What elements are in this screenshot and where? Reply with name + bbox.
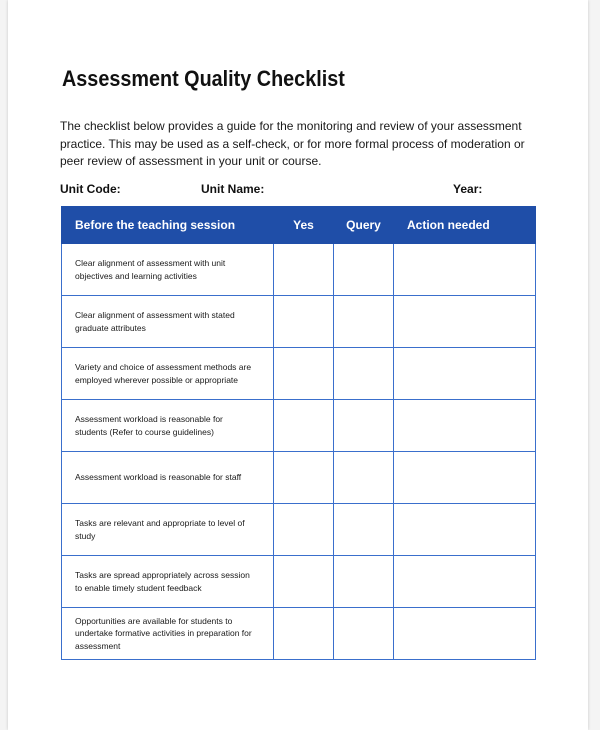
intro-paragraph: The checklist below provides a guide for the monitoring and review of your assessment practice. This may be used as a self-check, or for more formal process of moderation or peer review of assessment in your unit or course. bbox=[60, 119, 525, 168]
yes-cell[interactable] bbox=[274, 244, 334, 296]
checklist-item: Assessment workload is reasonable for staff bbox=[62, 452, 274, 504]
checklist-item: Variety and choice of assessment methods are employed wherever possible or appropriate bbox=[62, 348, 274, 400]
year-label: Year: bbox=[453, 182, 483, 196]
action-cell[interactable] bbox=[394, 608, 536, 660]
action-cell[interactable] bbox=[394, 400, 536, 452]
table-header-row bbox=[62, 207, 536, 244]
checklist-table bbox=[61, 206, 536, 660]
checklist-item: Opportunities are available for students to undertake formative activities in preparation for assessment bbox=[62, 608, 274, 660]
column-header-section: Before the teaching session bbox=[62, 207, 274, 244]
query-cell[interactable] bbox=[334, 400, 394, 452]
column-header-action: Action needed bbox=[394, 207, 536, 244]
checklist-item: Clear alignment of assessment with stated graduate attributes bbox=[62, 296, 274, 348]
query-cell[interactable] bbox=[334, 296, 394, 348]
query-cell[interactable] bbox=[334, 452, 394, 504]
checklist-item: Clear alignment of assessment with unit objectives and learning activities bbox=[62, 244, 274, 296]
checklist-item: Tasks are relevant and appropriate to level of study bbox=[62, 504, 274, 556]
document-page bbox=[8, 0, 588, 730]
yes-cell[interactable] bbox=[274, 504, 334, 556]
yes-cell[interactable] bbox=[274, 452, 334, 504]
action-cell[interactable] bbox=[394, 452, 536, 504]
column-header-query: Query bbox=[334, 207, 394, 244]
table-row bbox=[62, 504, 536, 556]
column-header-yes: Yes bbox=[274, 207, 334, 244]
table-row bbox=[62, 400, 536, 452]
table-row bbox=[62, 452, 536, 504]
query-cell[interactable] bbox=[334, 608, 394, 660]
yes-cell[interactable] bbox=[274, 608, 334, 660]
action-cell[interactable] bbox=[394, 556, 536, 608]
table-row bbox=[62, 296, 536, 348]
action-cell[interactable] bbox=[394, 244, 536, 296]
checklist-item: Assessment workload is reasonable for students (Refer to course guidelines) bbox=[62, 400, 274, 452]
table-row bbox=[62, 244, 536, 296]
table-row bbox=[62, 608, 536, 660]
table-row bbox=[62, 348, 536, 400]
action-cell[interactable] bbox=[394, 348, 536, 400]
checklist-item: Tasks are spread appropriately across session to enable timely student feedback bbox=[62, 556, 274, 608]
table-row bbox=[62, 556, 536, 608]
yes-cell[interactable] bbox=[274, 296, 334, 348]
yes-cell[interactable] bbox=[274, 400, 334, 452]
yes-cell[interactable] bbox=[274, 556, 334, 608]
action-cell[interactable] bbox=[394, 296, 536, 348]
unit-code-label: Unit Code: bbox=[60, 182, 121, 196]
page-title: Assessment Quality Checklist bbox=[62, 66, 345, 91]
query-cell[interactable] bbox=[334, 556, 394, 608]
query-cell[interactable] bbox=[334, 504, 394, 556]
query-cell[interactable] bbox=[334, 348, 394, 400]
query-cell[interactable] bbox=[334, 244, 394, 296]
yes-cell[interactable] bbox=[274, 348, 334, 400]
action-cell[interactable] bbox=[394, 504, 536, 556]
unit-name-label: Unit Name: bbox=[201, 182, 265, 196]
